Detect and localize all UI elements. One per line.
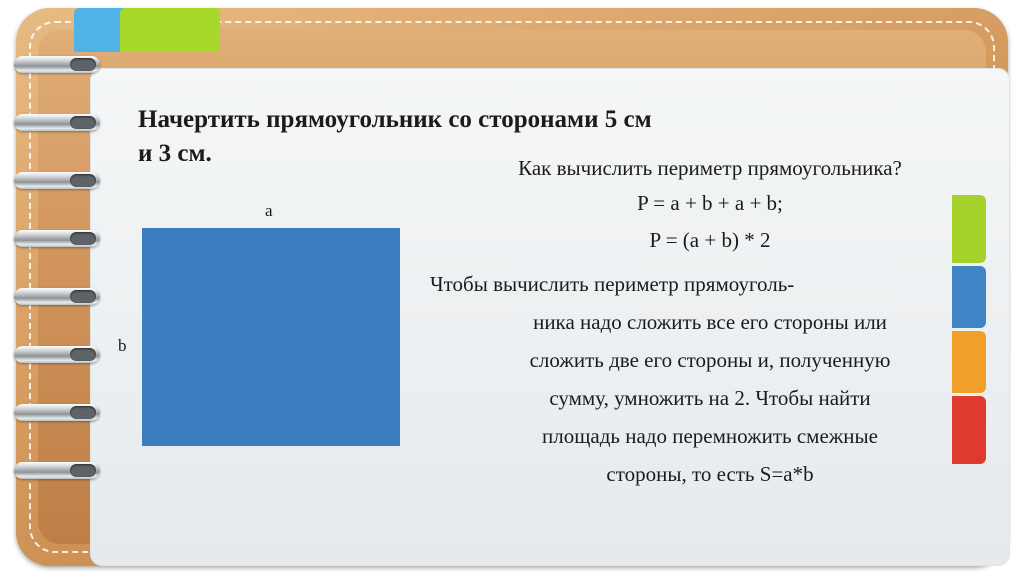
spiral-ring — [14, 172, 100, 192]
explanation-line: сложить две его стороны и, полученную — [529, 348, 891, 372]
spiral-ring — [14, 346, 100, 366]
notebook-frame — [16, 8, 1008, 566]
question-text: Как вычислить периметр прямоугольника? — [518, 156, 902, 180]
spiral-ring — [14, 462, 100, 482]
explanation-line: площадь надо перемножить смежные — [542, 424, 878, 448]
side-tab-orange[interactable] — [952, 331, 986, 393]
rectangle-label-b: b — [118, 336, 127, 355]
spiral-ring — [14, 56, 100, 76]
rectangle-label-a: a — [265, 201, 273, 220]
explanation-line: стороны, то есть S=a*b — [606, 462, 814, 486]
spiral-ring — [14, 230, 100, 250]
side-tab-green[interactable] — [952, 195, 986, 263]
spiral-ring — [14, 288, 100, 308]
spiral-ring — [14, 404, 100, 424]
page-title: Начертить прямоугольник со сторонами 5 см и 3 см. — [138, 105, 652, 167]
notebook-inner-frame — [38, 30, 986, 544]
spiral-ring — [14, 114, 100, 134]
side-tab-red[interactable] — [952, 396, 986, 464]
explanation-line: ника надо сложить все его стороны или — [533, 310, 887, 334]
blue-rectangle-shape — [142, 228, 400, 446]
side-tab-blue[interactable] — [952, 266, 986, 328]
formula-line-2: P = (a + b) * 2 — [649, 228, 771, 252]
top-tab-green[interactable] — [120, 8, 220, 52]
explanation-line: сумму, умножить на 2. Чтобы найти — [549, 386, 871, 410]
explanation-line: Чтобы вычислить периметр прямоуголь- — [430, 272, 795, 296]
explanation-column — [430, 156, 990, 493]
formula-line-1: P = a + b + a + b; — [637, 191, 783, 215]
explanation-paragraph — [430, 265, 990, 493]
notebook-page — [90, 68, 1010, 566]
